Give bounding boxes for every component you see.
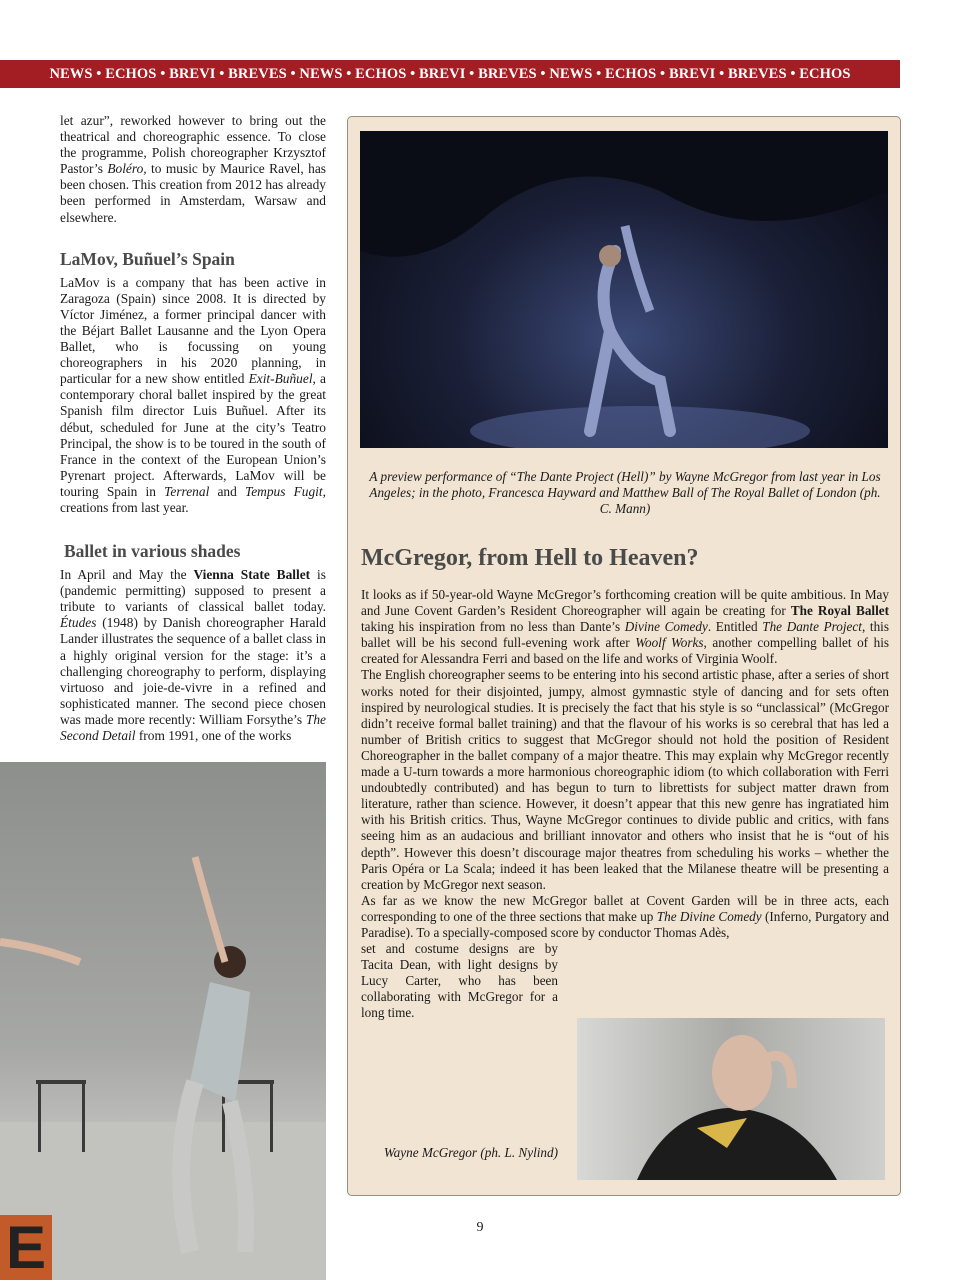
portrait-illustration xyxy=(577,1018,885,1180)
section-heading: Ballet in various shades xyxy=(64,541,241,562)
feature-box xyxy=(347,116,901,1196)
bold-text: The Royal Ballet xyxy=(790,603,889,619)
section-heading: LaMov, Buñuel’s Spain xyxy=(60,248,235,269)
bold-text: Vienna State Ballet xyxy=(193,567,311,583)
italic-title: The Second Detail xyxy=(60,711,326,743)
logo-fragment: E xyxy=(0,1215,52,1280)
italic-title: Woolf Works xyxy=(635,635,704,651)
paragraph xyxy=(361,941,558,1021)
text-run: The English choreographer seems to be entering into his second artistic phase, after a series of short works noted for their disjointed, jumpy, almost gymnastic style of dancing and for sets often inspired by neurological studies. It is precisely the fact that his style is so “unclassical” (McGregor didn’t receive formal ballet training) and that the flavour of his works is so cerebral that has led a number of British critics to suggest that McGregor should not hold the position of Resident Choreographer in the ballet company of a major theatre. This may explain why McGregor recently made a U-turn towards a more harmonious choreographic idiom (to which collaboration with Ferri undoubtedly contributed) and has begun to turn to librettists for subject matter drawn from literature, rather than science. However, it doesn’t appear that this new genre has ingratiated him with his British critics. Thus, Wayne McGregor continues to divide public and critics, with fans seeing him as an audacious and brilliant innovator and others who insist that he is “out of his depth”. However this doesn’t discourage major theatres from scheduling his works – whether the Paris Opéra or La Scala; indeed it has been leaked that the Milanese theatre will be presenting a creation by McGregor next season. xyxy=(361,667,889,892)
italic-title: Études xyxy=(60,615,97,631)
text-run: As far as we know the new McGregor ballet at Covent Garden will be in three acts, each corresponding to one of the three sections that make up xyxy=(361,892,889,924)
text-run: to music by Maurice Ravel, has been chosen. This creation from 2012 has already been performed in Amsterdam, Warsaw and elsewhere. xyxy=(60,161,326,225)
paragraph xyxy=(60,275,326,516)
text-run: taking his inspiration from no less than Dante’s xyxy=(361,619,625,635)
dante-project-photo xyxy=(360,131,888,448)
left-column xyxy=(60,113,326,744)
paragraph xyxy=(60,567,326,744)
paragraph xyxy=(361,893,889,941)
paragraph xyxy=(361,667,889,892)
text-run: from 1991, one of the works xyxy=(135,728,292,743)
italic-title: Boléro, xyxy=(107,161,147,177)
text-run: , creations from last year. xyxy=(60,483,326,515)
italic-title: The Dante Project xyxy=(762,619,862,635)
text-run: . Entitled xyxy=(707,619,763,635)
article-body xyxy=(361,587,889,1022)
page-number: 9 xyxy=(476,1220,484,1235)
portrait-caption: Wayne McGregor (ph. L. Nylind) xyxy=(383,1145,558,1160)
italic-title: The Divine Comedy xyxy=(656,908,762,924)
dancer-illustration xyxy=(0,762,326,1280)
text-run: and xyxy=(209,483,245,499)
text-run: , a contemporary choral ballet inspired by the great Spanish film director Luis Buñuel. After its début, scheduled for June at the city’s Teatro Principal, the show is to be toured in the south of France in the context of the European Union’s Pyrenart project. Afterwards, LaMov will be touring Spain in xyxy=(60,371,327,499)
italic-title: Divine Comedy xyxy=(624,619,708,635)
dancer-photo xyxy=(0,762,326,1280)
paragraph xyxy=(361,587,889,667)
italic-title: Terrenal xyxy=(164,483,210,499)
text-run: let azur”, reworked however to bring out the theatrical and choreographic essence. To close the programme, Polish choreographer Krzysztof Pastor’s xyxy=(60,113,326,177)
text-run: , this ballet will be his second full-evening work after xyxy=(361,619,889,651)
photo-caption: A preview performance of “The Dante Project (Hell)” by Wayne McGregor from last year in Los Angeles; in the photo, Francesca Hayward and Matthew Ball of The Royal Ballet of London (ph. C. Mann) xyxy=(369,469,881,516)
text-run: (Inferno, Purgatory and Paradise). To a specially-composed score by conductor Thomas Adès, xyxy=(361,908,890,940)
text-run: is (pandemic permitting) supposed to present a tribute to variants of classical ballet today. xyxy=(60,567,326,615)
news-banner: NEWS • ECHOS • BREVI • BREVES • NEWS • ECHOS • BREVI • BREVES • NEWS • ECHOS • BREVI • BREVES • ECHOS xyxy=(0,60,900,88)
mcgregor-portrait xyxy=(577,1018,885,1180)
text-run: In April and May the xyxy=(60,567,194,583)
text-run: LaMov is a company that has been active in Zaragoza (Spain) since 2008. It is directed by Víctor Jiménez, a former principal dancer with the Béjart Ballet Lausanne and the Lyon Opera Ballet, who is focussing on young choreographers in his 2020 planning, in particular for a new show entitled xyxy=(60,274,326,387)
text-run: set and costume designs are by Tacita Dean, with light designs by Lucy Carter, who has been collaborating with McGregor for a long time. xyxy=(361,941,558,1021)
paragraph xyxy=(60,113,326,226)
text-run: It looks as if 50-year-old Wayne McGregor’s forthcoming creation will be quite ambitious. In May and June Covent Garden’s Resident Choreographer will again be creating for xyxy=(361,587,889,619)
italic-title: Exit-Buñuel xyxy=(248,371,313,387)
article-title: McGregor, from Hell to Heaven? xyxy=(361,545,699,571)
text-run: , another compelling ballet of his created for Alessandra Ferri and based on the life and works of Virginia Woolf. xyxy=(361,635,889,667)
italic-title: Tempus Fugit xyxy=(245,483,323,499)
dancers-illustration xyxy=(360,131,888,448)
text-run: (1948) by Danish choreographer Harald Lander illustrates the sequence of a ballet class in a highly original version for the stage: it’s a challenging choreography to perform, displaying virtuoso and joie-de-vivre in a refined and sophisticated manner. The second piece chosen was made more recently: William Forsythe’s xyxy=(60,615,326,727)
